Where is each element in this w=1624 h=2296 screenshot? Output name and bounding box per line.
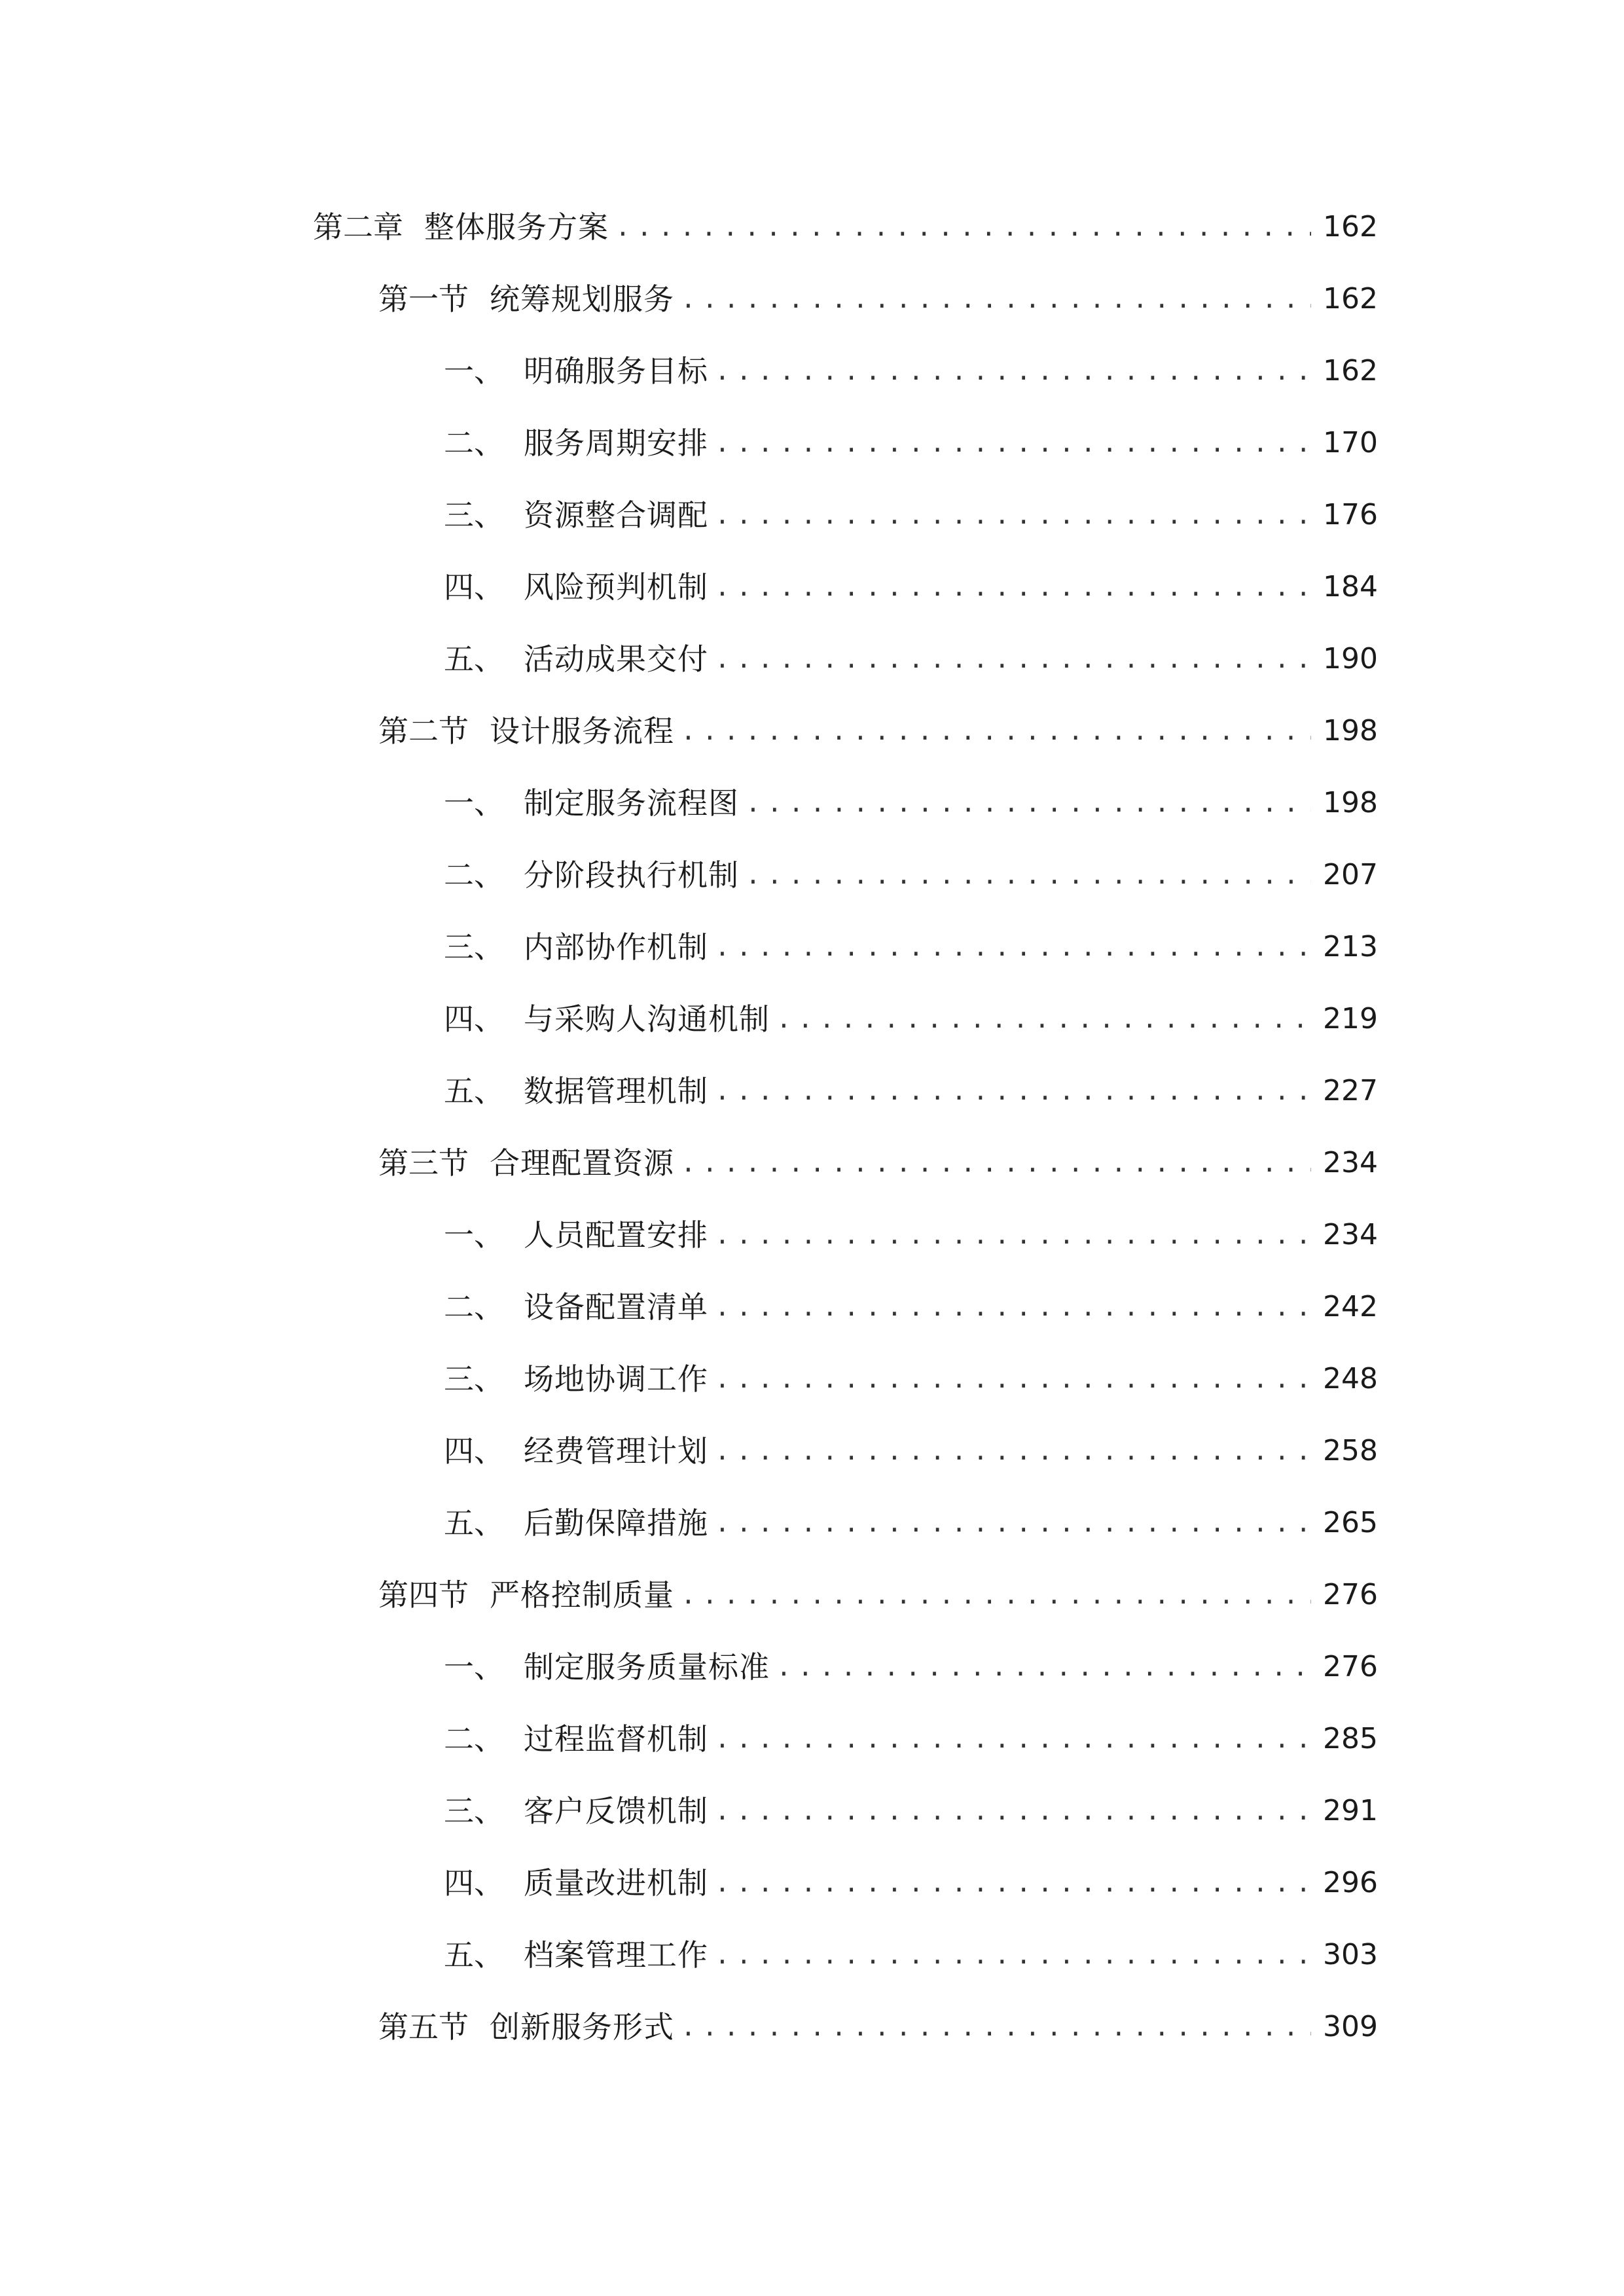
dot-leader: [746, 774, 1311, 833]
entry-number: 一、: [444, 1217, 504, 1253]
entry-number: 二、: [444, 1289, 504, 1325]
entry-title: 场地协调工作: [524, 1361, 708, 1397]
dot-leader: [715, 1062, 1311, 1121]
entry-title: 统筹规划服务: [490, 281, 674, 317]
entry-number: 二、: [444, 425, 504, 461]
entry-number: 第一节: [378, 281, 469, 317]
entry-page-number: 234: [1323, 1146, 1378, 1179]
entry-page-number: 234: [1323, 1218, 1378, 1251]
entry-page-number: 303: [1323, 1938, 1378, 1971]
entry-number: 五、: [444, 1937, 504, 1973]
toc-entry-item[interactable]: [444, 1638, 1378, 1696]
dot-leader: [715, 1278, 1311, 1336]
entry-number: 第二节: [378, 713, 469, 749]
entry-page-number: 198: [1323, 786, 1378, 819]
entry-title: 风险预判机制: [524, 569, 708, 605]
entry-number: 三、: [444, 497, 504, 533]
toc-entry-item[interactable]: [444, 486, 1378, 545]
entry-title: 活动成果交付: [524, 641, 708, 677]
toc-entry-item[interactable]: [444, 1062, 1378, 1121]
dot-leader: [715, 1854, 1311, 1912]
entry-title: 制定服务质量标准: [524, 1649, 770, 1685]
dot-leader: [776, 990, 1311, 1049]
entry-page-number: 213: [1323, 930, 1378, 963]
dot-leader: [776, 1638, 1311, 1696]
entry-page-number: 176: [1323, 498, 1378, 531]
toc-entry-item[interactable]: [444, 558, 1378, 617]
entry-number: 第五节: [378, 2009, 469, 2045]
entry-title: 数据管理机制: [524, 1073, 708, 1109]
toc-entry-item[interactable]: [444, 414, 1378, 473]
toc-entry-item[interactable]: [444, 342, 1378, 401]
entry-title: 合理配置资源: [490, 1145, 674, 1181]
dot-leader: [746, 846, 1311, 905]
entry-number: 第四节: [378, 1577, 469, 1613]
entry-number: 五、: [444, 641, 504, 677]
entry-title: 人员配置安排: [524, 1217, 708, 1253]
entry-number: 三、: [444, 929, 504, 965]
toc-entry-item[interactable]: [444, 1422, 1378, 1480]
entry-number: 一、: [444, 353, 504, 389]
toc-entry-item[interactable]: [444, 1710, 1378, 1768]
toc-entry-item[interactable]: [444, 1350, 1378, 1408]
entry-number: 四、: [444, 1433, 504, 1469]
entry-page-number: 276: [1323, 1578, 1378, 1611]
entry-title: 创新服务形式: [490, 2009, 674, 2045]
entry-page-number: 309: [1323, 2010, 1378, 2043]
entry-page-number: 276: [1323, 1650, 1378, 1683]
dot-leader: [681, 1566, 1311, 1624]
entry-page-number: 291: [1323, 1794, 1378, 1827]
entry-number: 二、: [444, 1721, 504, 1757]
dot-leader: [715, 1350, 1311, 1408]
entry-title: 资源整合调配: [524, 497, 708, 533]
entry-number: 一、: [444, 1649, 504, 1685]
entry-number: 三、: [444, 1793, 504, 1829]
toc-entry-item[interactable]: [444, 1278, 1378, 1336]
dot-leader: [681, 1134, 1311, 1193]
entry-number: 第二章: [313, 209, 403, 245]
entry-page-number: 219: [1323, 1002, 1378, 1035]
entry-page-number: 162: [1323, 354, 1378, 387]
entry-title: 设计服务流程: [490, 713, 674, 749]
toc-entry-item[interactable]: [444, 1206, 1378, 1265]
entry-title: 内部协作机制: [524, 929, 708, 965]
dot-leader: [715, 414, 1311, 473]
dot-leader: [615, 198, 1311, 257]
entry-page-number: 170: [1323, 426, 1378, 459]
entry-page-number: 258: [1323, 1434, 1378, 1467]
dot-leader: [715, 1782, 1311, 1840]
toc-entry-item[interactable]: [444, 1926, 1378, 1984]
entry-page-number: 248: [1323, 1362, 1378, 1395]
entry-page-number: 227: [1323, 1074, 1378, 1107]
entry-title: 过程监督机制: [524, 1721, 708, 1757]
toc-entry-section-2[interactable]: [378, 702, 1378, 761]
entry-title: 经费管理计划: [524, 1433, 708, 1469]
toc-entry-item[interactable]: [444, 774, 1378, 833]
entry-title: 制定服务流程图: [524, 785, 739, 821]
entry-number: 三、: [444, 1361, 504, 1397]
entry-number: 四、: [444, 1865, 504, 1901]
dot-leader: [715, 486, 1311, 545]
dot-leader: [715, 630, 1311, 689]
entry-page-number: 242: [1323, 1290, 1378, 1323]
entry-title: 明确服务目标: [524, 353, 708, 389]
toc-entry-item[interactable]: [444, 990, 1378, 1049]
toc-entry-item[interactable]: [444, 846, 1378, 905]
entry-title: 后勤保障措施: [524, 1505, 708, 1541]
entry-title: 严格控制质量: [490, 1577, 674, 1613]
dot-leader: [715, 918, 1311, 977]
entry-page-number: 296: [1323, 1866, 1378, 1899]
entry-title: 与采购人沟通机制: [524, 1001, 770, 1037]
toc-entry-item[interactable]: [444, 1854, 1378, 1912]
entry-title: 整体服务方案: [424, 209, 609, 245]
entry-number: 四、: [444, 1001, 504, 1037]
dot-leader: [715, 342, 1311, 401]
entry-page-number: 190: [1323, 642, 1378, 675]
entry-title: 档案管理工作: [524, 1937, 708, 1973]
dot-leader: [715, 1206, 1311, 1265]
dot-leader: [715, 1494, 1311, 1552]
dot-leader: [715, 1710, 1311, 1768]
toc-entry-item[interactable]: [444, 630, 1378, 689]
entry-number: 第三节: [378, 1145, 469, 1181]
toc-entry-chapter-2[interactable]: [313, 198, 1378, 257]
dot-leader: [681, 270, 1311, 329]
entry-page-number: 207: [1323, 858, 1378, 891]
entry-page-number: 198: [1323, 714, 1378, 747]
toc-entry-item[interactable]: [444, 918, 1378, 977]
entry-title: 分阶段执行机制: [524, 857, 739, 893]
toc-entry-section-4[interactable]: [378, 1566, 1378, 1624]
entry-page-number: 184: [1323, 570, 1378, 603]
entry-number: 一、: [444, 785, 504, 821]
entry-page-number: 265: [1323, 1506, 1378, 1539]
toc-entry-section-5[interactable]: [378, 1998, 1378, 2056]
dot-leader: [715, 558, 1311, 617]
entry-title: 服务周期安排: [524, 425, 708, 461]
entry-number: 四、: [444, 569, 504, 605]
toc-entry-item[interactable]: [444, 1494, 1378, 1552]
entry-page-number: 285: [1323, 1722, 1378, 1755]
toc-entry-item[interactable]: [444, 1782, 1378, 1840]
entry-number: 五、: [444, 1505, 504, 1541]
entry-title: 设备配置清单: [524, 1289, 708, 1325]
entry-title: 客户反馈机制: [524, 1793, 708, 1829]
entry-title: 质量改进机制: [524, 1865, 708, 1901]
toc-entry-section-3[interactable]: [378, 1134, 1378, 1193]
dot-leader: [681, 1998, 1311, 2056]
entry-page-number: 162: [1323, 282, 1378, 315]
dot-leader: [715, 1926, 1311, 1984]
entry-number: 五、: [444, 1073, 504, 1109]
dot-leader: [681, 702, 1311, 761]
toc-entry-section-1[interactable]: [378, 270, 1378, 329]
entry-number: 二、: [444, 857, 504, 893]
dot-leader: [715, 1422, 1311, 1480]
entry-page-number: 162: [1323, 210, 1378, 243]
